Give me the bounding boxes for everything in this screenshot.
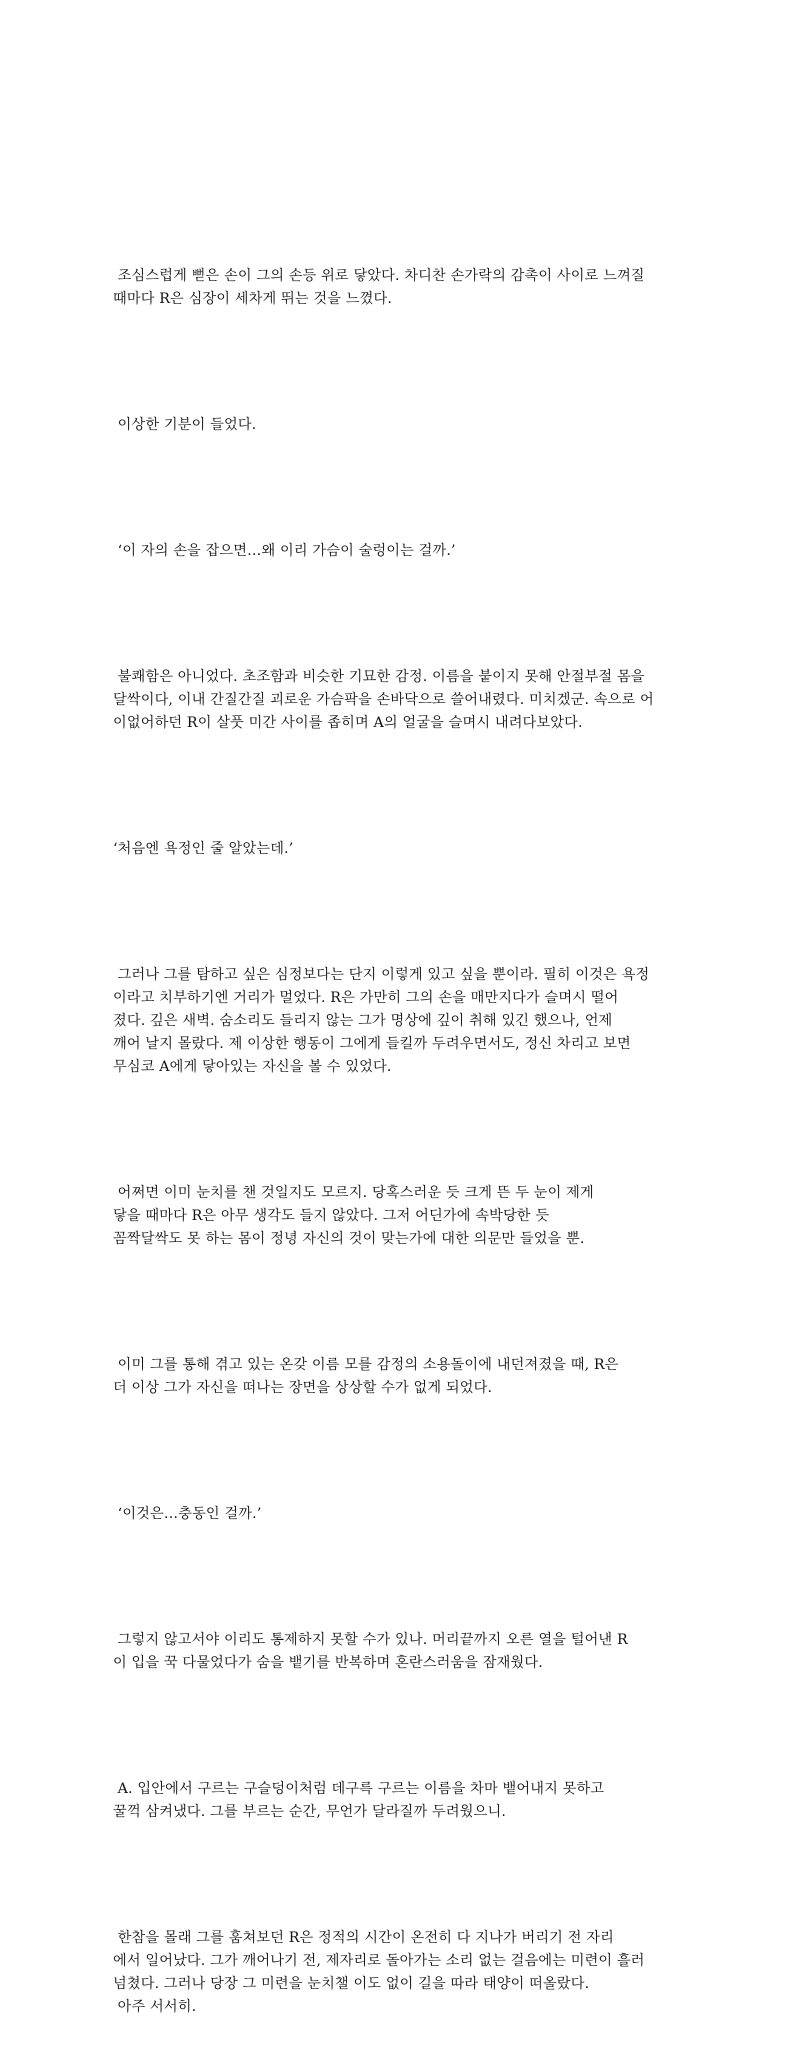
text-line: 넘쳤다. 그러나 당장 그 미련을 눈치챌 이도 없이 길을 따라 태양이 떠올랐다. [113,1976,590,1992]
story-text [113,219,685,2065]
paragraph [113,1881,685,2065]
text-line: 때마다 R은 심장이 세차게 뛰는 것을 느꼈다. [113,291,392,307]
text-line: A. 입안에서 구르는 구슬덩이처럼 데구륵 구르는 이름을 차마 뱉어내지 못하고 [113,1781,605,1797]
paragraph [113,1136,685,1297]
text-line: 이라고 치부하기엔 거리가 멀었다. R은 가만히 그의 손을 매만지다가 슬며시 떨어 [113,990,619,1006]
paragraph [113,620,685,781]
paragraph [113,1308,685,1446]
text-line: 아주 서서히. [113,1999,197,2015]
text-line: 한참을 몰래 그를 훔쳐보던 R은 정적의 시간이 온전히 다 지나가 버리기 전 자리 [113,1930,614,1946]
paragraph [113,1457,685,1572]
text-line: 에서 일어났다. 그가 깨어나기 전, 제자리로 돌아가는 소리 없는 걸음에는 미련이 흘러 [113,1953,645,1969]
text-line: 이 입을 꾹 다물었다가 숨을 뱉기를 반복하며 혼란스러움을 잠재웠다. [113,1655,543,1671]
text-line: 꼼짝달싹도 못 하는 몸이 정녕 자신의 것이 맞는가에 대한 의문만 들었을 뿐. [113,1231,585,1247]
paragraph [113,1732,685,1870]
paragraph [113,368,685,483]
paragraph [113,494,685,609]
text-line: 이상한 기분이 들었다. [113,417,257,433]
text-line: ‘이것은…충동인 걸까.’ [113,1506,262,1522]
text-line: 깨어 날지 몰랐다. 제 이상한 행동이 그에게 들킬까 두려우면서도, 정신 차리고 보면 [113,1036,631,1052]
text-line: ‘이 자의 손을 잡으면…왜 이리 가슴이 술렁이는 걸까.’ [113,543,456,559]
paragraph [113,1583,685,1721]
text-line: 꿀꺽 삼켜냈다. 그를 부르는 순간, 무언가 달라질까 두려웠으니. [113,1804,506,1820]
text-line: 졌다. 깊은 새벽. 숨소리도 들리지 않는 그가 명상에 깊이 취해 있긴 했으나, 언제 [113,1013,613,1029]
text-line: 그러나 그를 탐하고 싶은 심정보다는 단지 이렇게 있고 싶을 뿐이라. 필히 이것은 욕정 [113,967,650,983]
text-line: 그렇지 않고서야 이리도 통제하지 못할 수가 있나. 머리끝까지 오른 열을 털어낸 R [113,1632,628,1648]
paragraph [113,219,685,357]
text-line: 이미 그를 통해 겪고 있는 온갖 이름 모를 감정의 소용돌이에 내던져졌을 때, R은 [113,1357,619,1373]
text-line: 더 이상 그가 자신을 떠나는 장면을 상상할 수가 없게 되었다. [113,1380,493,1396]
paragraph [113,792,685,907]
text-line: 무심코 A에게 닿아있는 자신을 볼 수 있었다. [113,1059,392,1075]
text-line: ‘처음엔 욕정인 줄 알았는데.’ [113,841,294,857]
text-line: 이없어하던 R이 살풋 미간 사이를 좁히며 A의 얼굴을 슬며시 내려다보았다. [113,715,583,731]
paragraph [113,918,685,1125]
text-line: 조심스럽게 뻗은 손이 그의 손등 위로 닿았다. 차디찬 손가락의 감촉이 사이로 느껴질 [113,268,645,284]
text-line: 불쾌함은 아니었다. 초조함과 비슷한 기묘한 감정. 이름을 붙이지 못해 안절부절 몸을 [113,669,645,685]
text-line: 달싹이다, 이내 간질간질 괴로운 가슴팍을 손바닥으로 쓸어내렸다. 미치겠군. 속으로 어 [113,692,654,708]
text-line: 어쩌면 이미 눈치를 챈 것일지도 모르지. 당혹스러운 듯 크게 뜬 두 눈이 제게 [113,1185,594,1201]
text-line: 닿을 때마다 R은 아무 생각도 들지 않았다. 그저 어딘가에 속박당한 듯 [113,1208,550,1224]
